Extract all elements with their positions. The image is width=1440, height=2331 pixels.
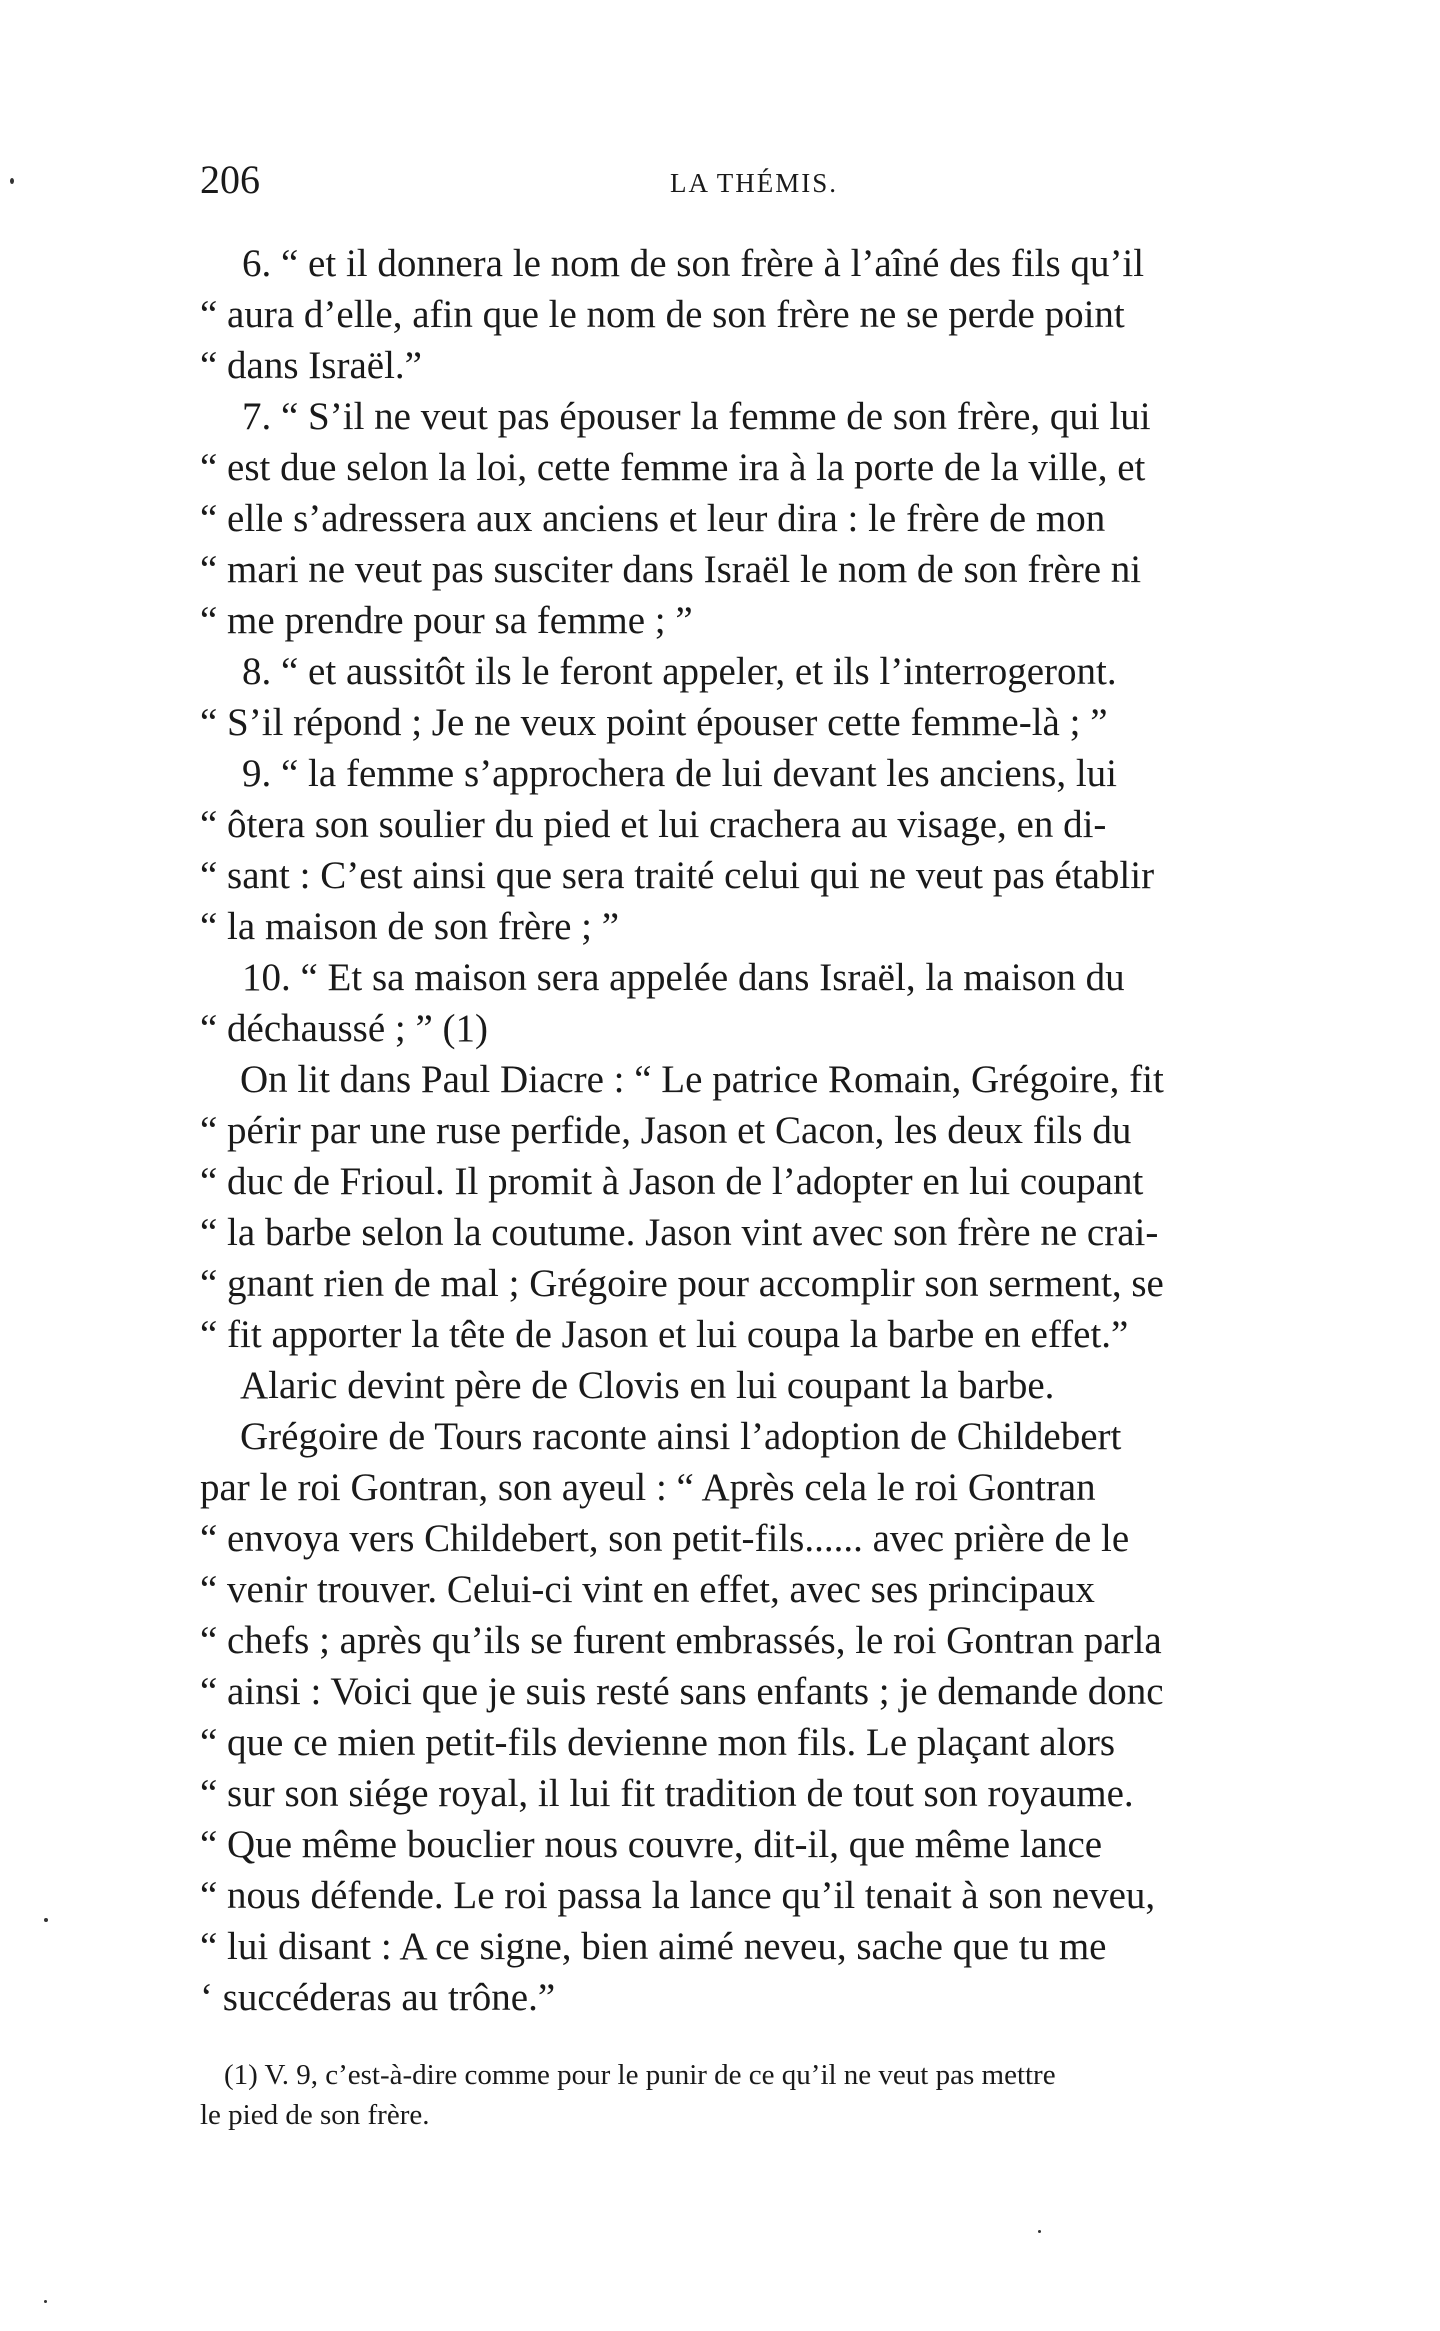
text-line: “ périr par une ruse perfide, Jason et Cacon, les deux fils du (200, 1109, 1132, 1152)
text-line: “ sant : C’est ainsi que sera traité celui qui ne veut pas établir (200, 854, 1155, 897)
text-line: On lit dans Paul Diacre : “ Le patrice Romain, Grégoire, fit (240, 1058, 1164, 1101)
print-speck (44, 2300, 47, 2303)
footnote (200, 2055, 1340, 2135)
text-line: “ chefs ; après qu’ils se furent embrassés, le roi Gontran parla (200, 1619, 1162, 1662)
text-line: 7. “ S’il ne veut pas épouser la femme de son frère, qui lui (242, 395, 1151, 438)
text-line: “ lui disant : A ce signe, bien aimé neveu, sache que tu me (200, 1925, 1107, 1968)
text-line: “ la maison de son frère ; ” (200, 905, 620, 948)
text-line: Alaric devint père de Clovis en lui coupant la barbe. (240, 1364, 1055, 1407)
text-line: “ elle s’adressera aux anciens et leur dira : le frère de mon (200, 497, 1106, 540)
print-speck (44, 1918, 48, 1922)
page-number: 206 (200, 157, 260, 202)
text-line: “ duc de Frioul. Il promit à Jason de l’adopter en lui coupant (200, 1160, 1144, 1203)
text-line: “ ainsi : Voici que je suis resté sans enfants ; je demande donc (200, 1670, 1164, 1713)
text-line: “ sur son siége royal, il lui fit tradition de tout son royaume. (200, 1772, 1134, 1815)
body-text (200, 238, 1340, 2023)
text-line: 10. “ Et sa maison sera appelée dans Israël, la maison du (242, 956, 1125, 999)
text-line: “ nous défende. Le roi passa la lance qu’il tenait à son neveu, (200, 1874, 1156, 1917)
text-line: 8. “ et aussitôt ils le feront appeler, et ils l’interrogeront. (242, 650, 1117, 693)
running-title: LA THÉMIS. (670, 168, 839, 198)
text-line: “ déchaussé ; ” (1) (200, 1007, 489, 1050)
text-line: “ mari ne veut pas susciter dans Israël le nom de son frère ni (200, 548, 1142, 591)
text-line: “ est due selon la loi, cette femme ira à la porte de la ville, et (200, 446, 1146, 489)
footnote-line: le pied de son frère. (200, 2099, 430, 2131)
print-speck (1038, 2230, 1041, 2233)
text-line: “ ôtera son soulier du pied et lui crachera au visage, en di- (200, 803, 1107, 846)
text-line: 6. “ et il donnera le nom de son frère à l’aîné des fils qu’il (242, 242, 1145, 285)
text-line: “ dans Israël.” (200, 344, 422, 387)
text-line: par le roi Gontran, son ayeul : “ Après cela le roi Gontran (200, 1466, 1096, 1509)
text-line: 9. “ la femme s’approchera de lui devant les anciens, lui (242, 752, 1117, 795)
text-line: “ Que même bouclier nous couvre, dit-il, que même lance (200, 1823, 1103, 1866)
text-line: Grégoire de Tours raconte ainsi l’adoption de Childebert (240, 1415, 1122, 1458)
footnote-line: (1) V. 9, c’est-à-dire comme pour le punir de ce qu’il ne veut pas mettre (224, 2059, 1056, 2091)
text-line: “ aura d’elle, afin que le nom de son frère ne se perde point (200, 293, 1125, 336)
text-line: ‘ succéderas au trône.” (200, 1976, 556, 2019)
text-line: “ la barbe selon la coutume. Jason vint avec son frère ne crai- (200, 1211, 1159, 1254)
print-speck (10, 178, 14, 184)
text-line: “ gnant rien de mal ; Grégoire pour accomplir son serment, se (200, 1262, 1164, 1305)
text-line: “ fit apporter la tête de Jason et lui coupa la barbe en effet.” (200, 1313, 1129, 1356)
text-line: “ que ce mien petit-fils devienne mon fils. Le plaçant alors (200, 1721, 1116, 1764)
text-line: “ S’il répond ; Je ne veux point épouser cette femme-là ; ” (200, 701, 1108, 744)
text-line: “ venir trouver. Celui-ci vint en effet, avec ses principaux (200, 1568, 1095, 1611)
page-header (200, 156, 1340, 206)
text-line: “ me prendre pour sa femme ; ” (200, 599, 693, 642)
text-line: “ envoya vers Childebert, son petit-fils...... avec prière de le (200, 1517, 1130, 1560)
